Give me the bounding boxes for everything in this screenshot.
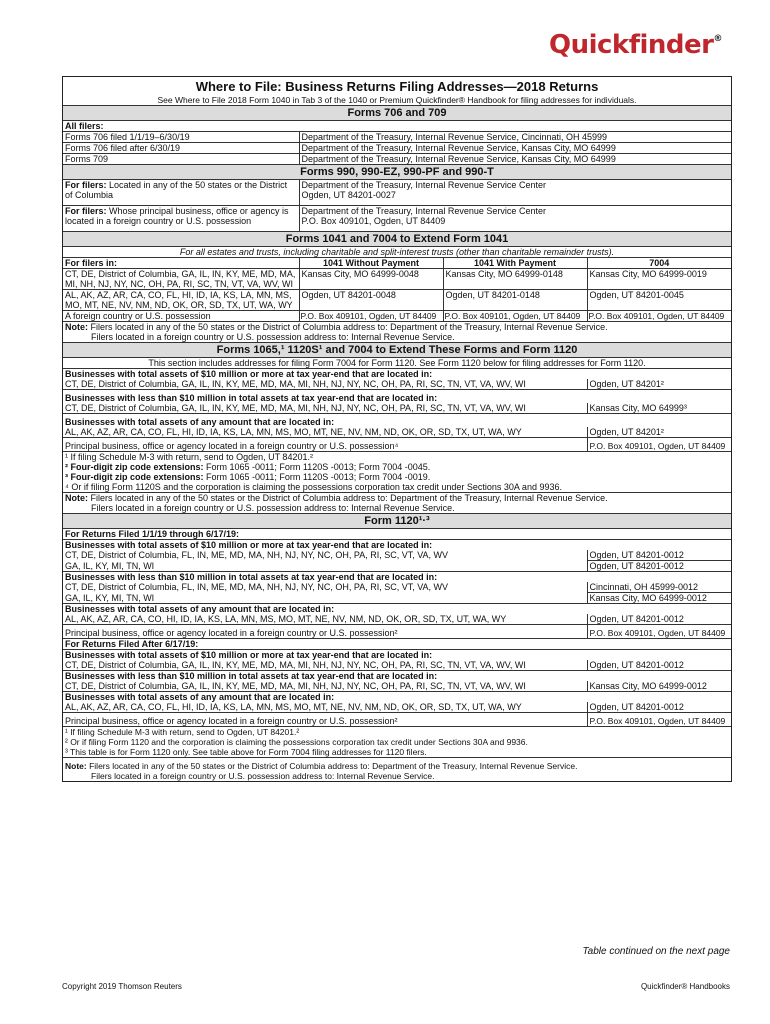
address-line: Department of the Treasury, Internal Revenue Service Center	[301, 180, 546, 190]
row-label: Forms 706 filed after 6/30/19	[63, 143, 299, 154]
col-header: 7004	[587, 258, 731, 269]
quickfinder-logo: Quickfinder®	[548, 30, 722, 60]
table-row	[63, 403, 731, 414]
table-row	[63, 154, 731, 165]
note-text: Filers located in a foreign country or U.S. possession address to: Internal Revenue Service.	[91, 771, 435, 781]
row-states: AL, AK, AZ, AR, CA, CO, FL, HI, ID, IA, KS, LA, MN, MS, MO, MT, NE, NV, NM, ND, OK, OR, SD, TX, UT, WA, WY	[63, 290, 299, 311]
row-address: Kansas City, MO 64999-0048	[299, 269, 443, 290]
group-heading: Businesses with total assets of any amount that are located in:	[63, 692, 731, 703]
row-address: Kansas City, MO 64999³	[587, 403, 731, 414]
handbook-footer: Quickfinder® Handbooks	[640, 982, 730, 991]
table-row	[63, 143, 731, 154]
section-990-heading: Forms 990, 990-EZ, 990-PF and 990-T	[63, 165, 731, 180]
row-states: Principal business, office or agency located in a foreign country or U.S. possession²	[63, 713, 587, 727]
footnote: ¹ If filing Schedule M-3 with return, send to Ogden, UT 84201.²	[63, 727, 731, 738]
section-1120-heading: Form 1120¹·³	[63, 514, 731, 529]
table-row	[63, 702, 731, 713]
filer-label: For filers:	[65, 180, 107, 190]
row-states: GA, IL, KY, MI, TN, WI	[65, 560, 155, 571]
row-states: AL, AK, AZ, AR, CA, CO, HI, ID, IA, KS, LA, MN, MS, MO, MT, NE, NV, NM, ND, OK, OR, SD, TX, UT, WA, WY	[65, 614, 507, 624]
row-states: AL, AK, AZ, AR, CA, CO, FL, HI, ID, IA, KS, LA, MN, MS, MO, MT, NE, NV, NM, ND, OK, OR, SD, TX, UT, WA, WY	[65, 702, 522, 712]
group-heading: Businesses with total assets of any amount that are located in:	[63, 414, 731, 428]
group-heading: Businesses with total assets of $10 million or more at tax year-end that are located in:	[63, 650, 731, 661]
table-row	[63, 681, 731, 692]
row-states: A foreign country or U.S. possession	[63, 311, 299, 322]
footnote-label: ³ Four-digit zip code extensions:	[65, 472, 204, 482]
row-states: CT, DE, District of Columbia, FL, IN, ME, MD, MA, NH, NJ, NY, NC, OH, PA, RI, SC, VT, VA, WV	[65, 582, 449, 592]
address-line: P.O. Box 409101, Ogden, UT 84409	[301, 216, 446, 226]
row-address: Ogden, UT 84201²	[587, 427, 731, 438]
row-states: CT, DE, District of Columbia, FL, IN, ME, MD, MA, NH, NJ, NY, NC, OH, PA, RI, SC, VT, VA, WV	[65, 550, 449, 560]
row-address: Kansas City, MO 64999-0019	[587, 269, 731, 290]
row-address: Ogden, UT 84201-0012	[587, 614, 731, 625]
group-heading: Businesses with total assets of any amount that are located in:	[63, 604, 731, 615]
note-text: Filers located in any of the 50 states or the District of Columbia address to: Department of the Treasury, Internal Revenue Service.	[88, 493, 608, 503]
row-address: P.O. Box 409101, Ogden, UT 84409	[587, 713, 731, 727]
row-address: Ogden, UT 84201-0012	[587, 561, 731, 572]
page-subtitle: See Where to File 2018 Form 1040 in Tab 3 of the 1040 or Premium Quickfinder® Handbook for filing addresses for individuals.	[157, 95, 637, 105]
row-address: Ogden, UT 84201²	[587, 379, 731, 390]
row-address: Department of the Treasury, Internal Revenue Service, Cincinnati, OH 45999	[299, 132, 731, 143]
row-address: Kansas City, MO 64999-0012	[587, 681, 731, 692]
footnote: ² Or if filing Form 1120 and the corporation is claiming the possessions corporation tax credit under Sections 30A and 9936.	[65, 737, 528, 747]
section-1065-heading: Forms 1065,¹ 1120S¹ and 7004 to Extend These Forms and Form 1120	[63, 343, 731, 358]
section-706-heading: Forms 706 and 709	[63, 106, 731, 121]
group-heading: Businesses with less than $10 million in total assets at tax year-end that are located in:	[63, 390, 731, 404]
section-1041-heading: Forms 1041 and 7004 to Extend Form 1041	[63, 232, 731, 247]
row-address: Department of the Treasury, Internal Revenue Service, Kansas City, MO 64999	[299, 143, 731, 154]
row-address: Ogden, UT 84201-0045	[587, 290, 731, 311]
footnote-label: ² Four-digit zip code extensions:	[65, 462, 204, 472]
row-label: Forms 709	[63, 154, 299, 165]
table-row	[63, 625, 731, 639]
section-note: For all estates and trusts, including charitable and split-interest trusts (other than charitable remainder trusts).	[179, 247, 615, 257]
row-address: Kansas City, MO 64999-0148	[443, 269, 587, 290]
table-row	[63, 269, 731, 290]
row-states: Principal business, office or agency located in a foreign country or U.S. possession²	[63, 625, 587, 639]
row-states: CT, DE, District of Columbia, GA, IL, IN, KY, ME, MD, MA, MI, NH, NJ, NY, NC, OH, PA, RI, SC, TN, VT, VA, WV, WI	[63, 269, 299, 290]
row-label: Forms 706 filed 1/1/19–6/30/19	[63, 132, 299, 143]
table-row	[63, 427, 731, 438]
row-address: Cincinnati, OH 45999-0012	[587, 582, 731, 593]
note-text: Filers located in a foreign country or U.S. possession address to: Internal Revenue Service.	[91, 332, 455, 342]
footnote: ⁴ Or if filing Form 1120S and the corporation is claiming the possessions corporation tax credit under Sections 30A and 9936.	[65, 482, 562, 492]
row-states: AL, AK, AZ, AR, CA, CO, FL, HI, ID, IA, KS, LA, MN, MS, MO, MT, NE, NV, NM, ND, OK, OR, SD, TX, UT, WA, WY	[65, 427, 522, 437]
footnote: ¹ If filing Schedule M-3 with return, send to Ogden, UT 84201.²	[63, 452, 731, 463]
col-header: 1041 With Payment	[443, 258, 587, 269]
row-address: Ogden, UT 84201-0012	[587, 550, 731, 561]
section-intro: This section includes addresses for filing Form 7004 for Form 1120. See Form 1120 below for filing addresses for Form 1120.	[148, 358, 646, 368]
group-heading: Businesses with less than $10 million in total assets at tax year-end that are located in:	[63, 572, 731, 583]
group-heading: Businesses with total assets of $10 million or more at tax year-end that are located in:	[63, 540, 731, 551]
row-states: Principal business, office or agency located in a foreign country or U.S. possession⁴	[63, 438, 587, 452]
row-states: CT, DE, District of Columbia, GA, IL, IN, KY, ME, MD, MA, MI, NH, NJ, NY, NC, OH, PA, RI, SC, TN, VT, VA, WV, WI	[65, 379, 526, 389]
note-label: Note:	[65, 493, 88, 503]
address-line: Department of the Treasury, Internal Revenue Service Center	[301, 206, 546, 216]
footnote: Form 1065 -0011; Form 1120S -0013; Form 7004 -0019.	[203, 472, 431, 482]
table-row	[63, 561, 731, 572]
row-address: Ogden, UT 84201-0012	[587, 702, 731, 713]
filer-text: Located in any of the 50 states or the District of Columbia	[65, 180, 288, 200]
group-heading: Businesses with less than $10 million in total assets at tax year-end that are located in:	[63, 671, 731, 682]
table-row	[63, 438, 731, 452]
row-address: Ogden, UT 84201-0148	[443, 290, 587, 311]
table-row	[63, 311, 731, 322]
col-header: 1041 Without Payment	[299, 258, 443, 269]
row-address: Department of the Treasury, Internal Revenue Service, Kansas City, MO 64999	[299, 154, 731, 165]
row-address: P.O. Box 409101, Ogden, UT 84409	[587, 625, 731, 639]
col-header: For filers in:	[63, 258, 299, 269]
row-states: CT, DE, District of Columbia, GA, IL, IN, KY, ME, MD, MA, MI, NH, NJ, NY, NC, OH, PA, RI, SC, TN, VT, VA, WV, WI	[65, 681, 526, 691]
table-row	[63, 614, 731, 625]
copyright-footer: Copyright 2019 Thomson Reuters	[62, 982, 182, 991]
row-states: CT, DE, District of Columbia, GA, IL, IN, KY, ME, MD, MA, MI, NH, NJ, NY, NC, OH, PA, RI, SC, TN, VT, VA, WV, WI	[65, 660, 526, 670]
row-address: P.O. Box 409101, Ogden, UT 84409	[443, 311, 587, 322]
table-row	[63, 379, 731, 390]
continued-note: Table continued on the next page	[582, 946, 730, 957]
note-text: Filers located in any of the 50 states or the District of Columbia address to: Department of the Treasury, Internal Revenue Service.	[86, 761, 578, 771]
period-heading: For Returns Filed 1/1/19 through 6/17/19:	[65, 529, 240, 539]
filing-address-table	[62, 76, 732, 782]
table-row	[63, 582, 731, 593]
row-address: P.O. Box 409101, Ogden, UT 84409	[587, 311, 731, 322]
note-label: Note:	[65, 761, 87, 771]
address-line: Ogden, UT 84201-0027	[301, 190, 396, 200]
footnote: Form 1065 -0011; Form 1120S -0013; Form 7004 -0045.	[203, 462, 431, 472]
table-row	[63, 593, 731, 604]
row-states: CT, DE, District of Columbia, GA, IL, IN, KY, ME, MD, MA, MI, NH, NJ, NY, NC, OH, PA, RI, SC, TN, VT, VA, WV, WI	[65, 403, 526, 413]
footnote: ³ This table is for Form 1120 only. See table above for Form 7004 filing addresses for 1120 filers.	[65, 747, 427, 757]
note-label: Note:	[65, 322, 88, 332]
period-heading: For Returns Filed After 6/17/19:	[63, 639, 731, 650]
table-row	[63, 206, 731, 232]
row-states: GA, IL, KY, MI, TN, WI	[65, 592, 155, 603]
row-address: P.O. Box 409101, Ogden, UT 84409	[587, 438, 731, 452]
filer-text: Whose principal business, office or agency is located in a foreign country or U.S. possession	[65, 206, 289, 226]
row-address: P.O. Box 409101, Ogden, UT 84409	[299, 311, 443, 322]
table-row	[63, 660, 731, 671]
note-text: Filers located in any of the 50 states or the District of Columbia address to: Department of the Treasury, Internal Revenue Service.	[88, 322, 608, 332]
filer-label: For filers:	[65, 206, 107, 216]
note-text: Filers located in a foreign country or U.S. possession address to: Internal Revenue Service.	[91, 503, 455, 513]
row-address: Kansas City, MO 64999-0012	[587, 593, 731, 604]
table-row	[63, 713, 731, 727]
all-filers-label: All filers:	[65, 121, 104, 131]
row-address: Ogden, UT 84201-0012	[587, 660, 731, 671]
page-title: Where to File: Business Returns Filing Addresses—2018 Returns	[195, 79, 599, 94]
table-row	[63, 132, 731, 143]
table-row	[63, 180, 731, 206]
row-address: Ogden, UT 84201-0048	[299, 290, 443, 311]
table-row	[63, 290, 731, 311]
table-row	[63, 550, 731, 561]
table-header-row	[63, 258, 731, 269]
group-heading: Businesses with total assets of $10 million or more at tax year-end that are located in:	[63, 369, 731, 380]
